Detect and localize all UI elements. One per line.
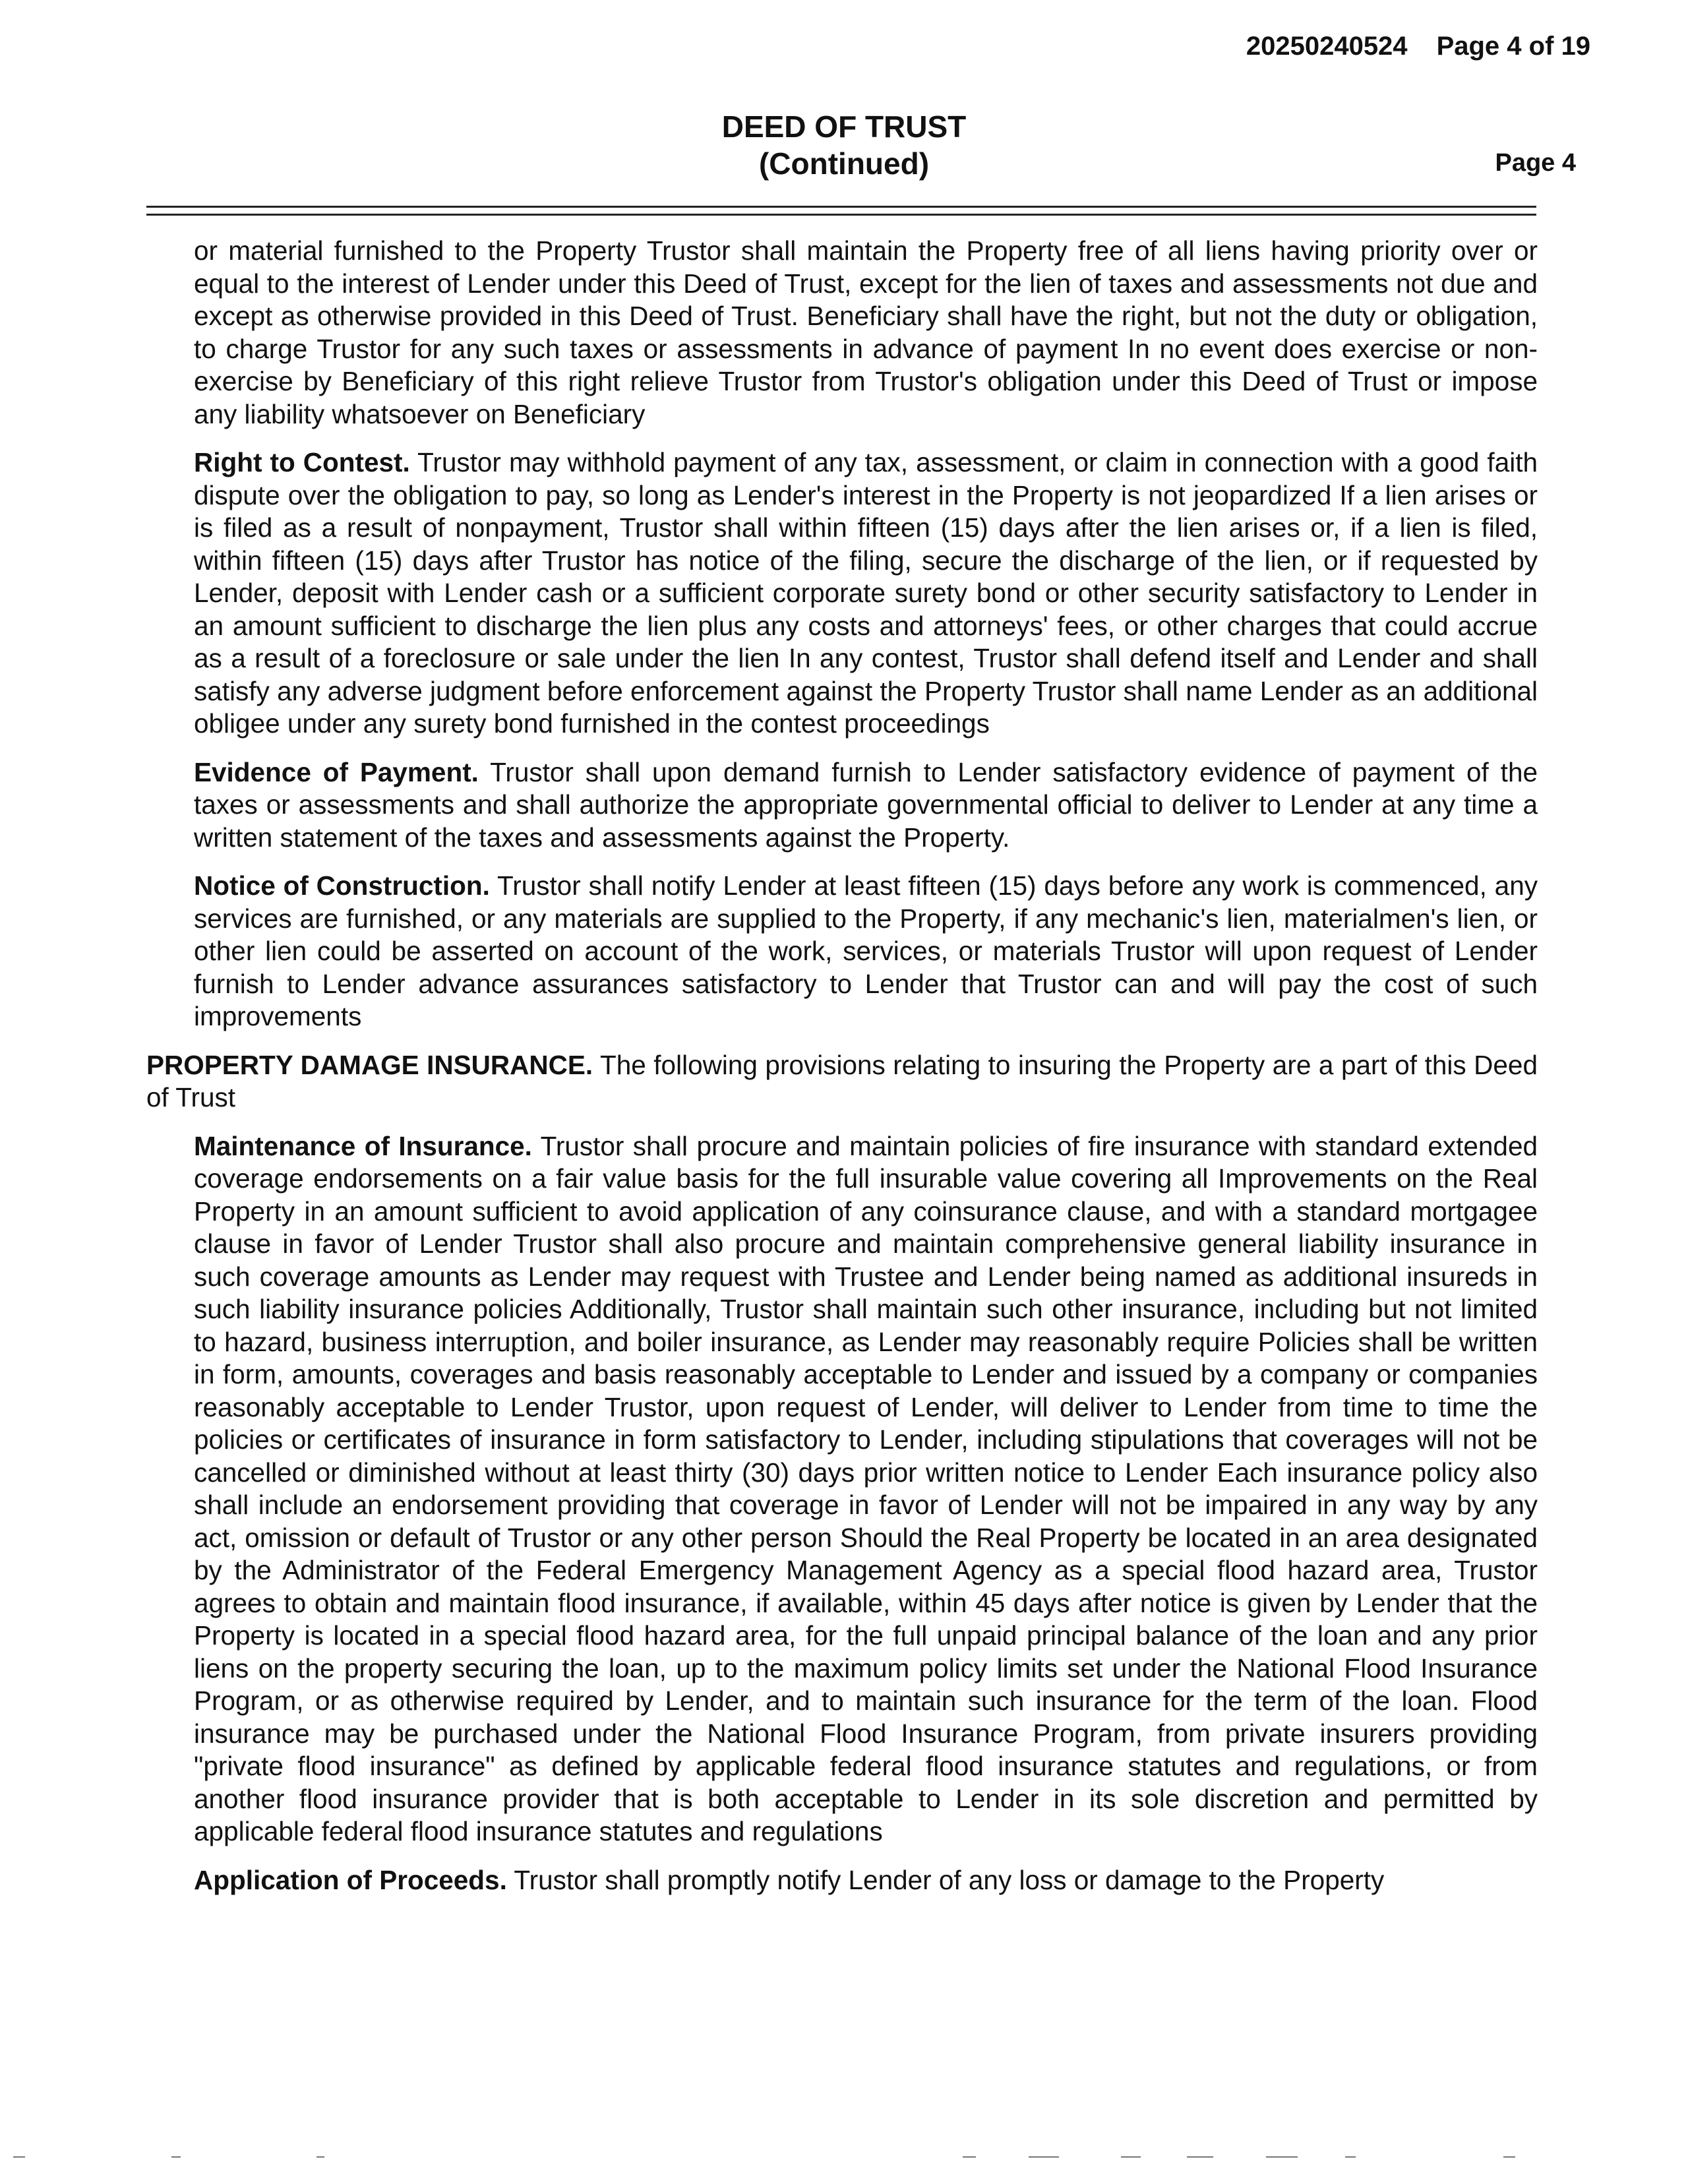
scan-speck [1503, 2156, 1515, 2158]
paragraph-text: The following provisions relating to insuring the Property are a part of this Deed of Trust [146, 1049, 1538, 1112]
paragraph-text: Trustor may withhold payment of any tax, assessment, or claim in connection with a good faith dispute over the obligation to pay, so long as Lender's interest in the Property is not jeopardized If a lien arises or is filed as a result of nonpayment, Trustor shall within fifteen (15) days after the lien arises or, if a lien is filed, within fifteen (15) days after Trustor has notice of the filing, secure the discharge of the lien, or if requested by Lender, deposit with Lender cash or a sufficient corporate surety bond or other security satisfactory to Lender in an amount sufficient to discharge the lien plus any costs and attorneys' fees, or other charges that could accrue as a result of a foreclosure or sale under the lien In any contest, Trustor shall defend itself and Lender and shall satisfy any adverse judgment before enforcement against the Property Trustor shall name Lender as an additional obligee under any surety bond furnished in the contest proceedings [194, 447, 1538, 739]
recording-header [1246, 32, 1590, 61]
paragraph-heading: Notice of Construction. [194, 870, 490, 901]
paragraph-heading: Evidence of Payment. [194, 756, 479, 787]
paragraph-heading: Right to Contest. [194, 447, 410, 477]
section-heading: PROPERTY DAMAGE INSURANCE. [146, 1049, 593, 1080]
paragraph-maintenance-of-insurance [146, 1130, 1577, 1848]
paragraph-text: Trustor shall notify Lender at least fifteen (15) days before any work is commenced, any services are furnished, or any materials are supplied to the Property, if any mechanic's lien, materialmen's lien, or other lien could be asserted on account of the work, services, or materials Trustor will upon request of Lender furnish to Lender advance assurances satisfactory to Lender that Trustor can and will pay the cost of such improvements [194, 870, 1538, 1031]
paragraph-text: Trustor shall procure and maintain policies of fire insurance with standard extended coverage endorsements on a fair value basis for the full insurable value covering all Improvements on the Real Property in an amount sufficient to avoid application of any coinsurance clause, and with a standard mortgagee clause in favor of Lender Trustor shall also procure and maintain comprehensive general liability insurance in such coverage amounts as Lender may request with Trustee and Lender being named as additional insureds in such liability insurance policies Additionally, Trustor shall maintain such other insurance, including but not limited to hazard, business interruption, and boiler insurance, as Lender may reasonably require Policies shall be written in form, amounts, coverages and basis reasonably acceptable to Lender and issued by a company or companies reasonably acceptable to Lender Trustor, upon request of Lender, will deliver to Lender from time to time the policies or certificates of insurance in form satisfactory to Lender, including stipulations that coverages will not be cancelled or diminished without at least thirty (30) days prior written notice to Lender Each insurance policy also shall include an endorsement providing that coverage in favor of Lender will not be impaired in any way by any act, omission or default of Trustor or any other person Should the Real Property be located in an area designated by the Administrator of the Federal Emergency Management Agency as a special flood hazard area, Trustor agrees to obtain and maintain flood insurance, if available, within 45 days after notice is given by Lender that the Property is located in a special flood hazard area, for the full unpaid principal balance of the loan and any prior liens on the property securing the loan, up to the maximum policy limits set under the National Flood Insurance Program, or as otherwise required by Lender, and to maintain such insurance for the term of the loan. Flood insurance may be purchased under the National Flood Insurance Program, from private insurers providing "private flood insurance" as defined by applicable federal flood insurance statutes and regulations, or from another flood insurance provider that is both acceptable to Lender in its sole discretion and permitted by applicable federal flood insurance statutes and regulations [194, 1130, 1538, 1846]
paragraph-text: Trustor shall promptly notify Lender of any loss or damage to the Property [514, 1864, 1385, 1895]
paragraph-evidence-of-payment [146, 756, 1577, 855]
paragraph-lien-continuation [146, 235, 1577, 431]
page-label: Page 4 [1495, 149, 1576, 177]
paragraph-text: Trustor shall upon demand furnish to Lender satisfactory evidence of payment of the taxes or assessments and shall authorize the appropriate governmental official to deliver to Lender at any time a written statement of the taxes and assessments against the Property. [194, 756, 1538, 853]
paragraph-heading: Maintenance of Insurance. [194, 1130, 532, 1161]
scan-speck [1345, 2156, 1356, 2158]
scan-speck [171, 2156, 181, 2158]
recording-number: 20250240524 [1246, 32, 1408, 61]
page-of-count: Page 4 of 19 [1436, 32, 1590, 61]
header-rule-bottom [146, 214, 1536, 216]
scan-speck [1029, 2156, 1059, 2158]
paragraph-notice-of-construction [146, 870, 1577, 1033]
section-property-damage-insurance [146, 1049, 1577, 1114]
scan-speck [13, 2156, 25, 2158]
scan-speck [963, 2156, 976, 2158]
scan-speck [316, 2156, 324, 2158]
document-title-continued: (Continued) [758, 146, 930, 181]
scan-artifacts [0, 2156, 1688, 2169]
scan-speck [1121, 2156, 1141, 2158]
scan-speck [1187, 2156, 1213, 2158]
scan-speck [1266, 2156, 1298, 2158]
document-body [146, 235, 1577, 1912]
paragraph-application-of-proceeds [146, 1864, 1577, 1897]
header-rule-top [146, 206, 1536, 208]
document-title-main: DEED OF TRUST [721, 109, 967, 144]
paragraph-heading: Application of Proceeds. [194, 1864, 507, 1895]
paragraph-right-to-contest [146, 446, 1577, 741]
paragraph-text: or material furnished to the Property Trustor shall maintain the Property free of all liens having priority over or equal to the interest of Lender under this Deed of Trust, except for the lien of taxes and assessments not due and except as otherwise provided in this Deed of Trust. Beneficiary shall have the right, but not the duty or obligation, to charge Trustor for any such taxes or assessments in advance of payment In no event does exercise or non-exercise by Beneficiary of this right relieve Trustor from Trustor's obligation under this Deed of Trust or impose any liability whatsoever on Beneficiary [194, 235, 1538, 429]
document-title [0, 108, 1688, 182]
